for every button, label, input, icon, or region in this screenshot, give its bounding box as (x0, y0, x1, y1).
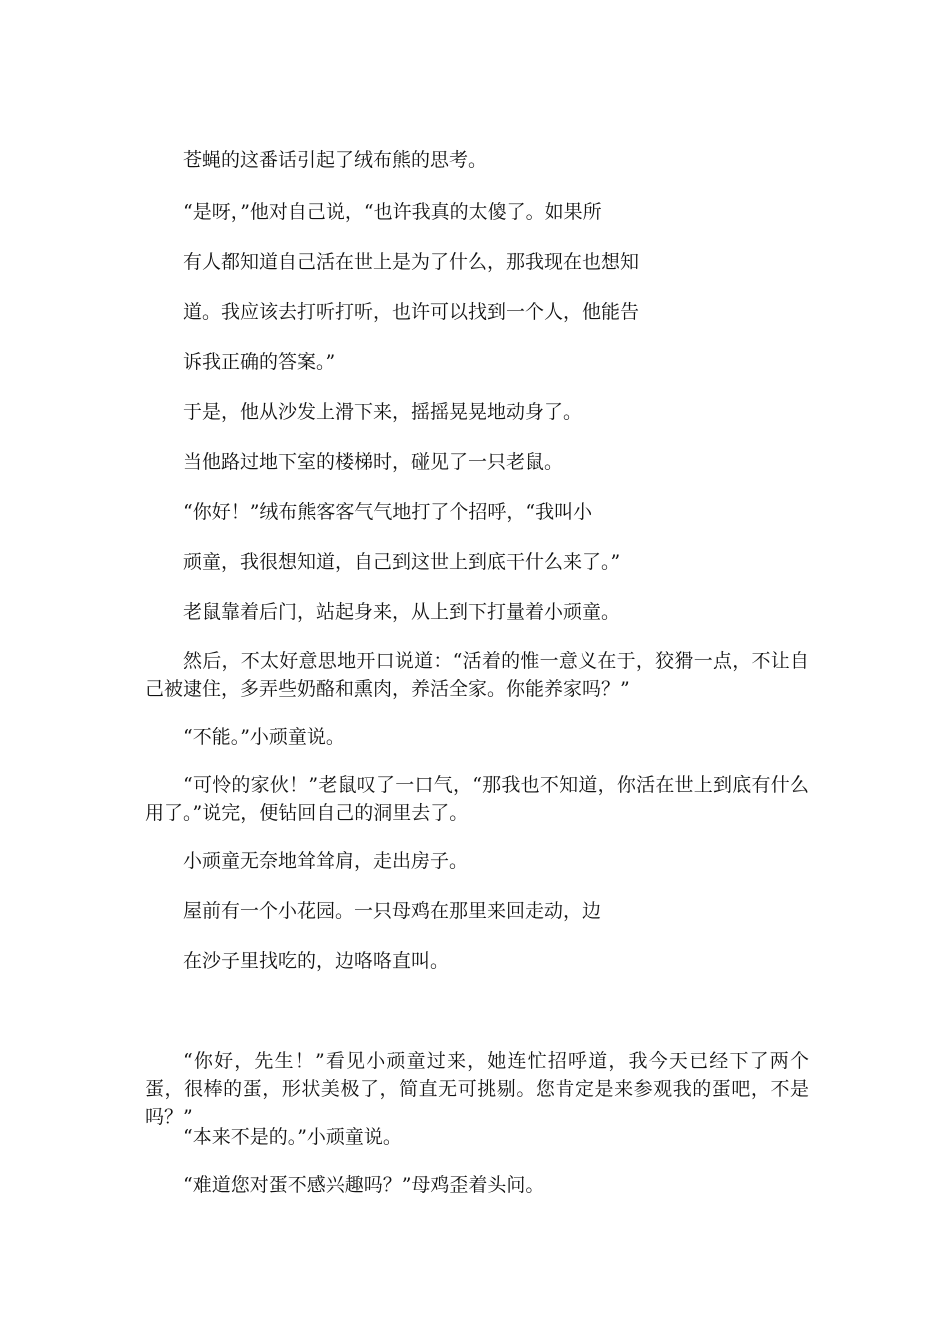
text-line: 当他路过地下室的楼梯时，碰见了一只老鼠。 (183, 451, 564, 473)
paragraph: 然后，不太好意思地开口说道：“活着的惟一意义在于，狡猾一点，不让自己被逮住，多弄些奶酪和熏肉，养活全家。你能养家吗？” (145, 650, 809, 700)
text-line: “本来不是的。”小顽童说。 (183, 1126, 402, 1148)
text-line: 小顽童无奈地耸耸肩，走出房子。 (183, 850, 469, 872)
text-line: 顽童，我很想知道，自己到这世上到底干什么来了。” (183, 551, 621, 573)
text-line: 老鼠靠着后门，站起身来，从上到下打量着小顽童。 (183, 601, 621, 623)
text-line: 在沙子里找吃的，边咯咯直叫。 (183, 950, 450, 972)
text-line: 苍蝇的这番话引起了绒布熊的思考。 (183, 149, 488, 171)
text-line: “不能。”小顽童说。 (183, 726, 345, 748)
text-line: “你好！”绒布熊客客气气地打了个招呼，“我叫小 (183, 501, 593, 523)
paragraph: “你好，先生！”看见小顽童过来，她连忙招呼道，我今天已经下了两个蛋，很棒的蛋，形状美极了，简直无可挑剔。您肯定是来参观我的蛋吧，不是吗？” (145, 1050, 809, 1128)
text-line: “是呀，”他对自己说，“也许我真的太傻了。如果所 (183, 201, 602, 223)
text-line: “难道您对蛋不感兴趣吗？”母鸡歪着头问。 (183, 1174, 545, 1196)
paragraph: “可怜的家伙！”老鼠叹了一口气，“那我也不知道，你活在世上到底有什么用了。”说完，便钻回自己的洞里去了。 (145, 774, 809, 824)
text-line: 道。我应该去打听打听，也许可以找到一个人，他能告 (183, 301, 640, 323)
text-line: 屋前有一个小花园。一只母鸡在那里来回走动，边 (183, 900, 602, 922)
text-line: 于是，他从沙发上滑下来，摇摇晃晃地动身了。 (183, 401, 583, 423)
text-line: 诉我正确的答案。” (183, 351, 336, 373)
text-line: 有人都知道自己活在世上是为了什么，那我现在也想知 (183, 251, 640, 273)
